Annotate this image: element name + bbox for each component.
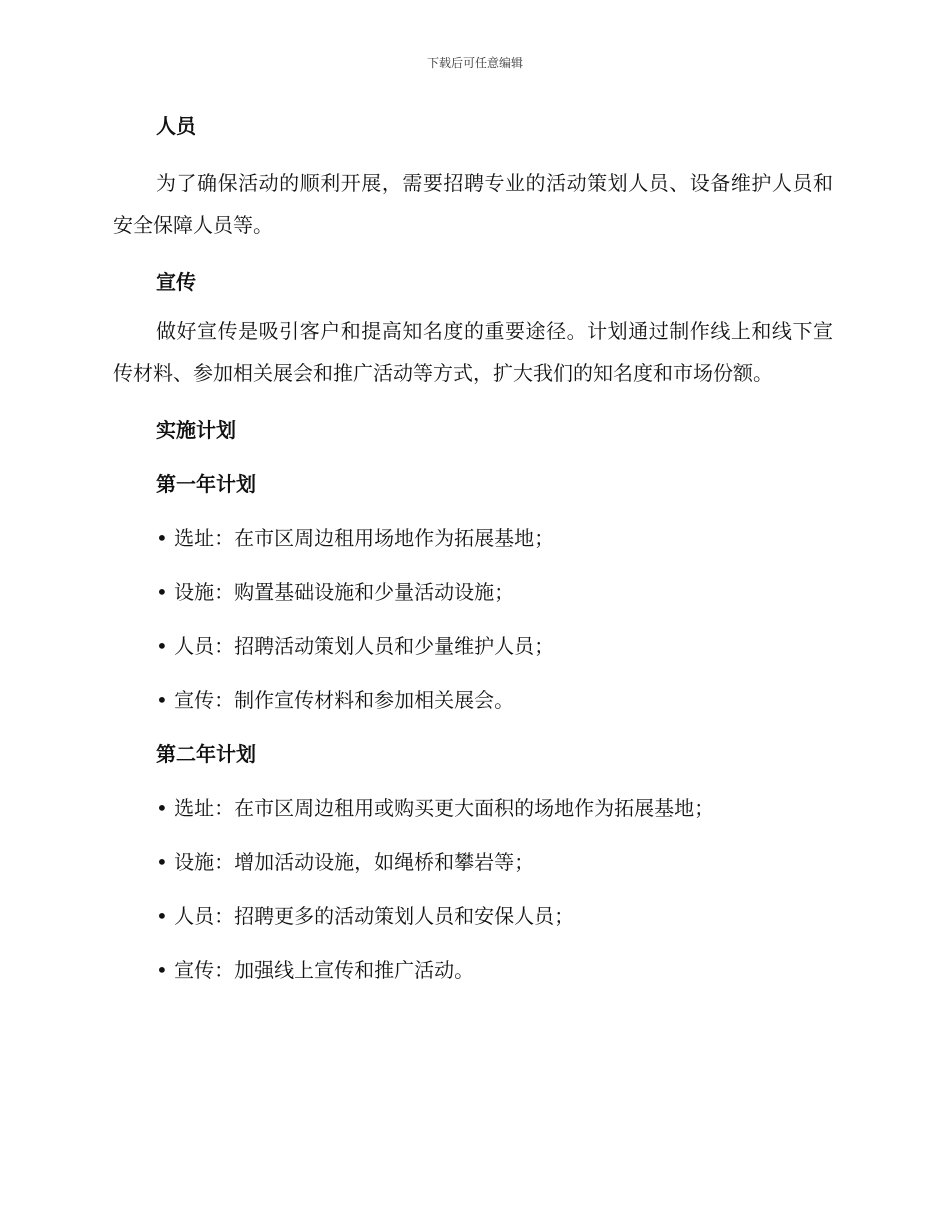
year1-list-item: • 选址：在市区周边租用场地作为拓展基地； bbox=[156, 526, 555, 550]
page-header: 下载后可任意编辑 bbox=[426, 56, 523, 70]
section-heading-promotion: 宣传 bbox=[156, 270, 196, 294]
year1-list-item: • 人员：招聘活动策划人员和少量维护人员； bbox=[156, 634, 555, 658]
year2-list-item: • 选址：在市区周边租用或购买更大面积的场地作为拓展基地； bbox=[156, 796, 715, 820]
year2-list-item: • 宣传：加强线上宣传和推广活动。 bbox=[156, 958, 475, 982]
year2-list-item: • 设施：增加活动设施，如绳桥和攀岩等； bbox=[156, 850, 535, 874]
section-heading-year2: 第二年计划 bbox=[156, 742, 256, 766]
section-heading-personnel: 人员 bbox=[156, 114, 196, 138]
year1-list-item: • 宣传：制作宣传材料和参加相关展会。 bbox=[156, 688, 515, 712]
year2-list-item: • 人员：招聘更多的活动策划人员和安保人员； bbox=[156, 904, 575, 928]
personnel-paragraph: 为了确保活动的顺利开展，需要招聘专业的活动策划人员、设备维护人员和安全保障人员等。 bbox=[113, 171, 833, 237]
year1-list-item: • 设施：购置基础设施和少量活动设施； bbox=[156, 580, 515, 604]
promotion-paragraph: 做好宣传是吸引客户和提高知名度的重要途径。计划通过制作线上和线下宣传材料、参加相关展会和推广活动等方式，扩大我们的知名度和市场份额。 bbox=[113, 319, 833, 385]
document-body bbox=[113, 108, 833, 988]
section-heading-implementation: 实施计划 bbox=[156, 418, 236, 442]
section-heading-year1: 第一年计划 bbox=[156, 472, 256, 496]
